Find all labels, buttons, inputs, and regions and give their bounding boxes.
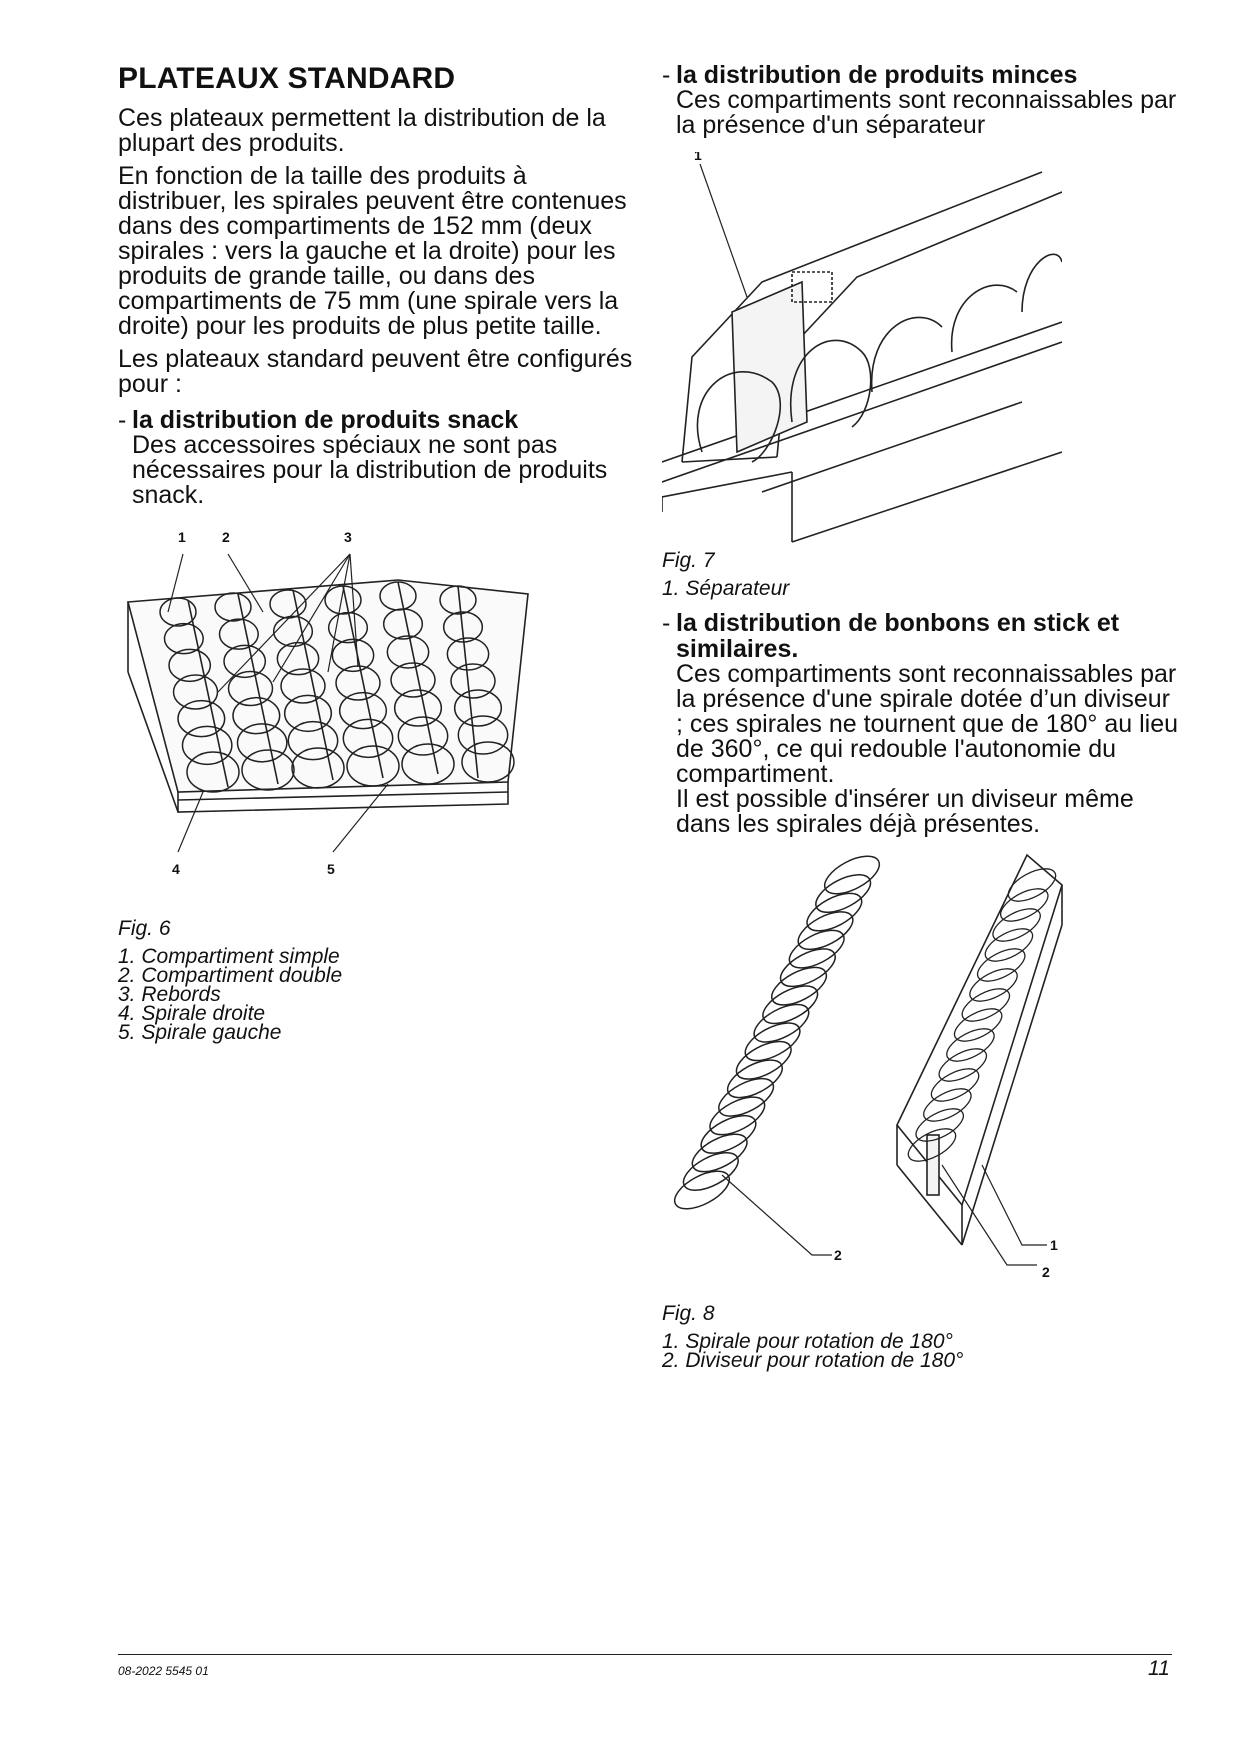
- snack-dash: -: [118, 406, 127, 434]
- fig6-legend-item: 4. Spirale droite: [118, 1002, 266, 1025]
- snack-text: Des accessoires spéciaux ne sont pas nécessaires pour la distribution de produits snack.: [132, 431, 608, 509]
- fig7-caption: Fig. 7: [662, 549, 715, 572]
- right-column: [662, 62, 1182, 1370]
- fig6-caption: Fig. 6: [118, 917, 171, 940]
- bonbons-text: Ces compartiments sont reconnaissables par la présence d'une spirale dotée d’un diviseur ; ces spirales ne tournent que de 180° au lieu de 360°, ce qui redouble l'autonomie du compartiment.: [676, 660, 1179, 788]
- left-column: [118, 62, 638, 1042]
- fig6-legend-item: 2. Compartiment double: [118, 964, 343, 987]
- fig6-legend-item: 5. Spirale gauche: [118, 1021, 282, 1044]
- bonbons-heading: [662, 610, 1182, 662]
- minces-text: Ces compartiments sont reconnaissables par la présence d'un séparateur: [676, 86, 1177, 139]
- figure-8: [662, 845, 1182, 1310]
- fig8-legend-item: 1. Spirale pour rotation de 180°: [662, 1330, 953, 1353]
- fig7-callout-1: 1: [694, 152, 702, 163]
- bonbons-heading-text: la distribution de bonbons en stick et similaires.: [676, 609, 1120, 663]
- fig6-legend-item: 1. Compartiment simple: [118, 945, 340, 968]
- fig8-callout-2-right: 2: [1042, 1264, 1050, 1280]
- fig6-callout-5: 5: [327, 861, 335, 877]
- fig6-callout-2: 2: [222, 529, 230, 545]
- snack-heading: [118, 407, 638, 433]
- fig6-callout-1: 1: [178, 529, 186, 545]
- minces-heading-text: la distribution de produits minces: [676, 61, 1078, 89]
- bonbons-text-2: Il est possible d'insérer un diviseur même dans les spirales déjà présentes.: [676, 785, 1134, 838]
- page-title: PLATEAUX STANDARD: [118, 62, 456, 95]
- figure-6: [118, 522, 638, 917]
- fig6-legend-item: 3. Rebords: [118, 983, 221, 1006]
- document-code: 08-2022 5545 01: [118, 1664, 209, 1678]
- intro-paragraph: Ces plateaux permettent la distribution de la plupart des produits.: [118, 104, 606, 157]
- fig6-callout-4: 4: [172, 861, 180, 877]
- fig8-caption: Fig. 8: [662, 1302, 715, 1325]
- fig7-legend: [662, 579, 1182, 598]
- config-paragraph: Les plateaux standard peuvent être configurés pour :: [118, 345, 633, 398]
- separator-illustration: [662, 152, 1062, 552]
- footer-divider: [118, 1654, 1172, 1655]
- minces-dash: -: [662, 61, 671, 89]
- fig6-callout-3: 3: [344, 529, 352, 545]
- page-number: 11: [1148, 1657, 1170, 1680]
- bonbons-dash: -: [662, 609, 671, 637]
- minces-heading: [662, 62, 1182, 88]
- figure-7: [662, 152, 1182, 557]
- fig7-legend-item: 1. Séparateur: [662, 577, 790, 600]
- size-paragraph: En fonction de la taille des produits à distribuer, les spirales peuvent être contenues dans des compartiments de 152 mm (deux spirales : vers la gauche et la droite) pour les produits de grande taille, ou dans des compartiments de 75 mm (une spirale vers la droite) pour les produits de plus petite taille.: [118, 162, 627, 340]
- fig8-callout-2-left: 2: [834, 1247, 842, 1263]
- fig8-legend-item: 2. Diviseur pour rotation de 180°: [662, 1349, 964, 1372]
- fig8-callout-1: 1: [1050, 1237, 1058, 1253]
- fig6-legend: [118, 947, 638, 1042]
- divider-illustration: [662, 845, 1102, 1305]
- fig8-legend: [662, 1332, 1182, 1370]
- snack-heading-text: la distribution de produits snack: [132, 406, 519, 434]
- tray-illustration: [118, 522, 578, 912]
